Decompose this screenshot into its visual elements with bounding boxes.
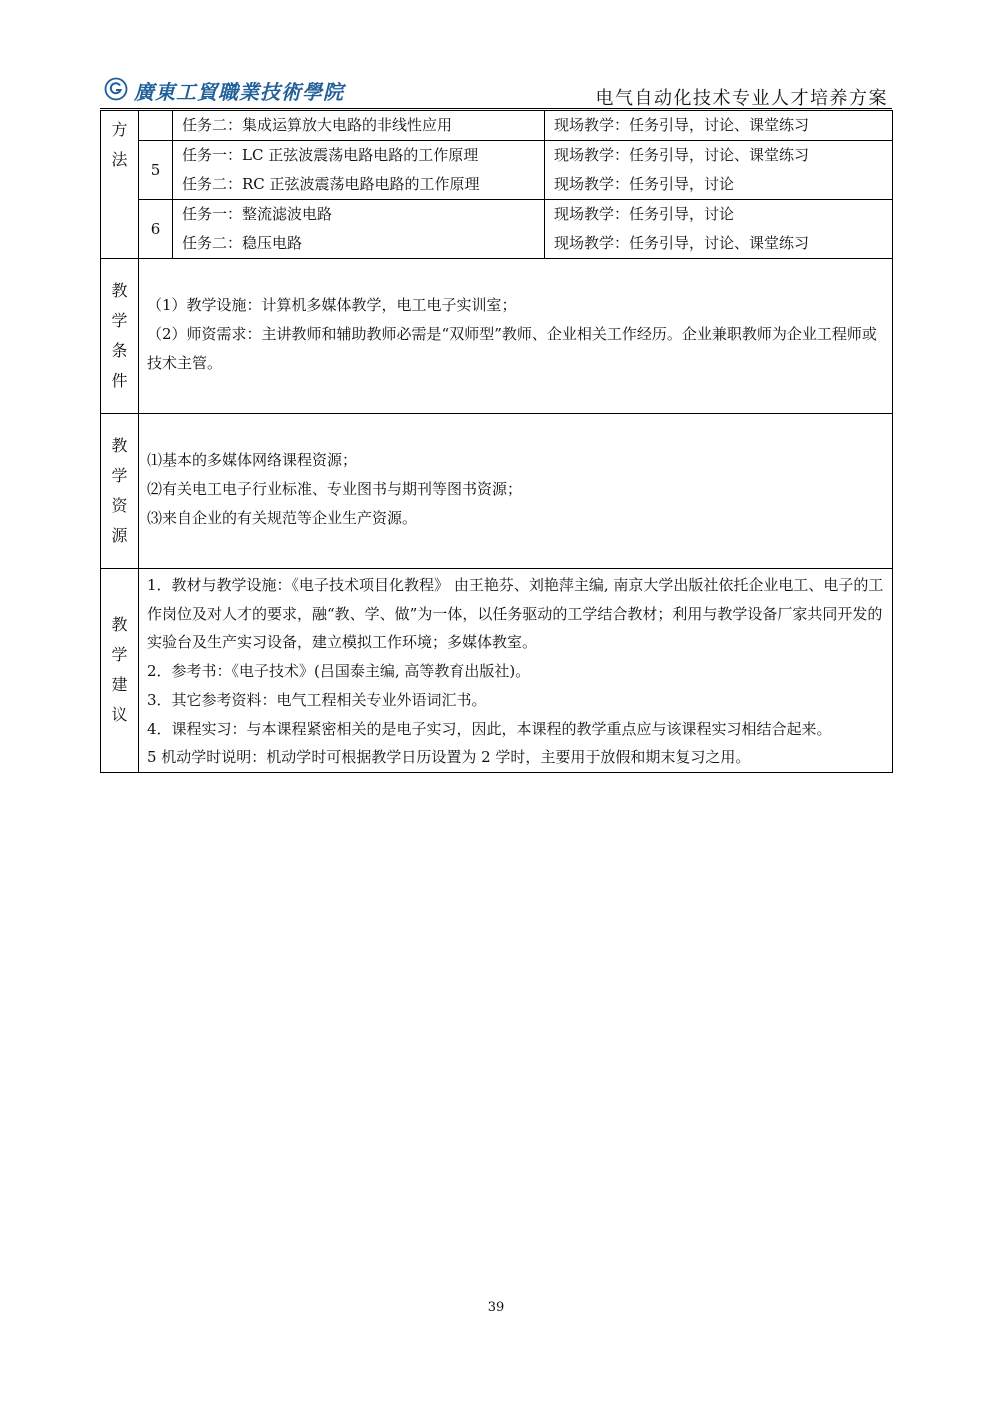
week-cell bbox=[139, 111, 173, 141]
suggestions-line: 4．课程实习：与本课程紧密相关的是电子实习，因此，本课程的教学重点应与该课程实习相结合起来。 bbox=[147, 719, 832, 738]
suggestions-line: 5 机动学时说明：机动学时可根据教学日历设置为 2 学时，主要用于放假和期末复习之用。 bbox=[147, 748, 751, 767]
resources-line: ⑶来自企业的有关规范等企业生产资源。 bbox=[147, 508, 418, 527]
program-title: 电气自动化技术专业人才培养方案 bbox=[595, 88, 888, 109]
category-methods: 方 法 bbox=[101, 111, 139, 259]
method-row bbox=[101, 141, 893, 200]
task-cell: 任务二：集成运算放大电路的非线性应用 bbox=[173, 111, 545, 141]
resources-line: ⑴基本的多媒体网络课程资源； bbox=[147, 450, 358, 469]
resources-line: ⑵有关电工电子行业标准、专业图书与期刊等图书资源； bbox=[147, 479, 523, 498]
suggestions-line: 1．教材与教学设施：《电子技术项目化教程》 由王艳芬、刘艳萍主编, 南京大学出版社依托企业电工、电子的工作岗位及对人才的要求，融“教、学、做”为一体，以任务驱动的工学结合教材；利用与教学设备厂家共同开发的实验台及生产实习设备，建立模拟工作环境；多媒体教室。 bbox=[147, 576, 884, 652]
suggestions-row bbox=[101, 569, 893, 773]
conditions-line: （1）教学设施：计算机多媒体教学，电工电子实训室； bbox=[147, 295, 517, 314]
week-cell: 5 bbox=[139, 141, 173, 200]
header-rule bbox=[100, 108, 892, 109]
conditions-line: （2）师资需求：主讲教师和辅助教师必需是“双师型”教师、企业相关工作经历。企业兼职教师为企业工程师或技术主管。 bbox=[147, 324, 877, 372]
task-cell: 任务一：LC 正弦波震荡电路电路的工作原理 任务二：RC 正弦波震荡电路电路的工作原理 bbox=[173, 141, 545, 200]
page-number: 39 bbox=[487, 1300, 505, 1315]
method-row bbox=[101, 111, 893, 141]
method-cell: 现场教学：任务引导，讨论、课堂练习 bbox=[545, 111, 893, 141]
school-name: 廣東工貿職業技術學院 bbox=[134, 80, 344, 104]
school-logo bbox=[104, 77, 128, 101]
category-resources: 教 学 资 源 bbox=[101, 414, 139, 569]
method-row bbox=[101, 200, 893, 259]
suggestions-line: 2．参考书：《电子技术》(吕国泰主编, 高等教育出版社)。 bbox=[147, 662, 531, 681]
week-cell: 6 bbox=[139, 200, 173, 259]
task-cell: 任务一：整流滤波电路 任务二：稳压电路 bbox=[173, 200, 545, 259]
resources-content bbox=[139, 414, 893, 569]
conditions-content bbox=[139, 259, 893, 414]
course-plan-table bbox=[100, 110, 893, 773]
suggestions-content bbox=[139, 569, 893, 773]
method-cell: 现场教学：任务引导，讨论 现场教学：任务引导，讨论、课堂练习 bbox=[545, 200, 893, 259]
conditions-row bbox=[101, 259, 893, 414]
method-cell: 现场教学：任务引导，讨论、课堂练习 现场教学：任务引导，讨论 bbox=[545, 141, 893, 200]
resources-row bbox=[101, 414, 893, 569]
suggestions-line: 3．其它参考资料：电气工程相关专业外语词汇书。 bbox=[147, 690, 487, 709]
category-conditions: 教 学 条 件 bbox=[101, 259, 139, 414]
category-suggestions: 教 学 建 议 bbox=[101, 569, 139, 773]
